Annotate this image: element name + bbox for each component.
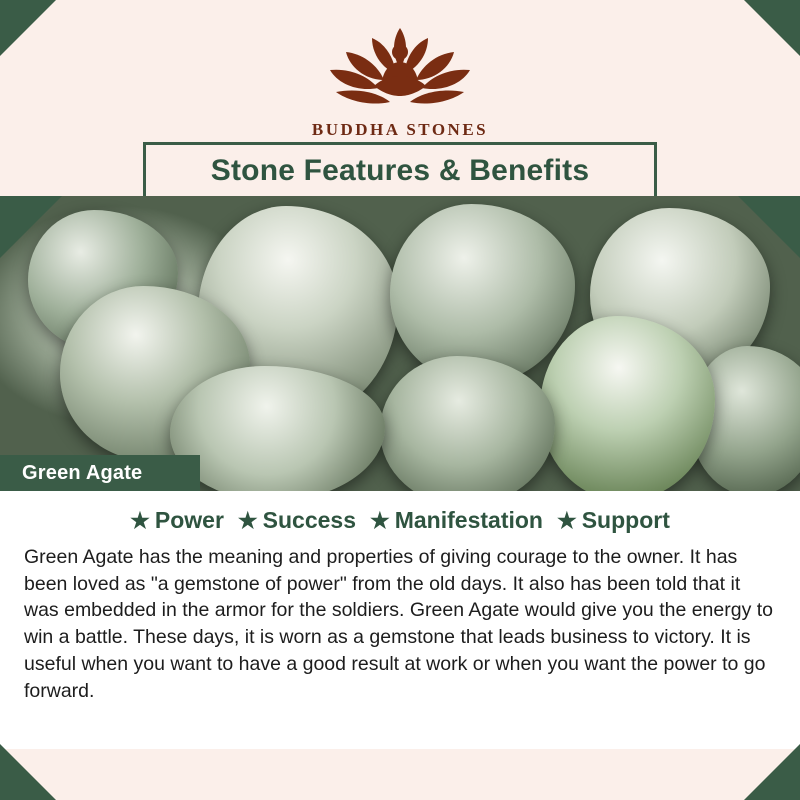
content-band: [0, 491, 800, 800]
photo-corner-left-decoration: [0, 196, 62, 258]
description-text: Green Agate has the meaning and properties of giving courage to the owner. It has been loved as "a gemstone of power" from the old days. It also has been told that it was embedded in the armor for the soldiers. Green Agate would give you the energy to win a battle. These days, it is worn as a gemstone that leads business to victory. It is useful when you want to have a good result at work or when you want the power to go forward.: [24, 546, 774, 702]
benefit-label: Power: [154, 507, 224, 533]
benefit-label: Support: [581, 507, 670, 533]
lotus-meditation-icon: [320, 16, 480, 116]
star-icon: ★: [556, 507, 577, 533]
star-icon: ★: [130, 507, 150, 533]
benefits-list: [22, 507, 778, 534]
star-icon: ★: [370, 507, 390, 533]
stone-photo: [0, 196, 800, 491]
star-icon: ★: [237, 507, 258, 533]
description-panel: [0, 491, 800, 749]
benefit-item-manifestation: [370, 507, 543, 534]
stone-shape: [540, 316, 715, 491]
photo-corner-right-decoration: [738, 196, 800, 258]
benefit-item-success: [238, 507, 356, 534]
brand-logo: [0, 16, 800, 140]
stone-shape: [170, 366, 385, 491]
benefit-item-power: [130, 507, 224, 534]
benefit-item-support: [557, 507, 670, 534]
footer-corner-left-decoration: [0, 744, 56, 800]
footer-corner-right-decoration: [744, 744, 800, 800]
header-band: [0, 0, 800, 196]
benefit-label: Success: [262, 507, 356, 533]
page-title: [143, 142, 657, 196]
page-title-text: Stone Features & Benefits: [210, 153, 590, 187]
benefit-label: Manifestation: [394, 507, 543, 533]
stone-name-label: Green Agate: [0, 455, 200, 491]
brand-name: BUDDHA STONES: [311, 120, 489, 139]
